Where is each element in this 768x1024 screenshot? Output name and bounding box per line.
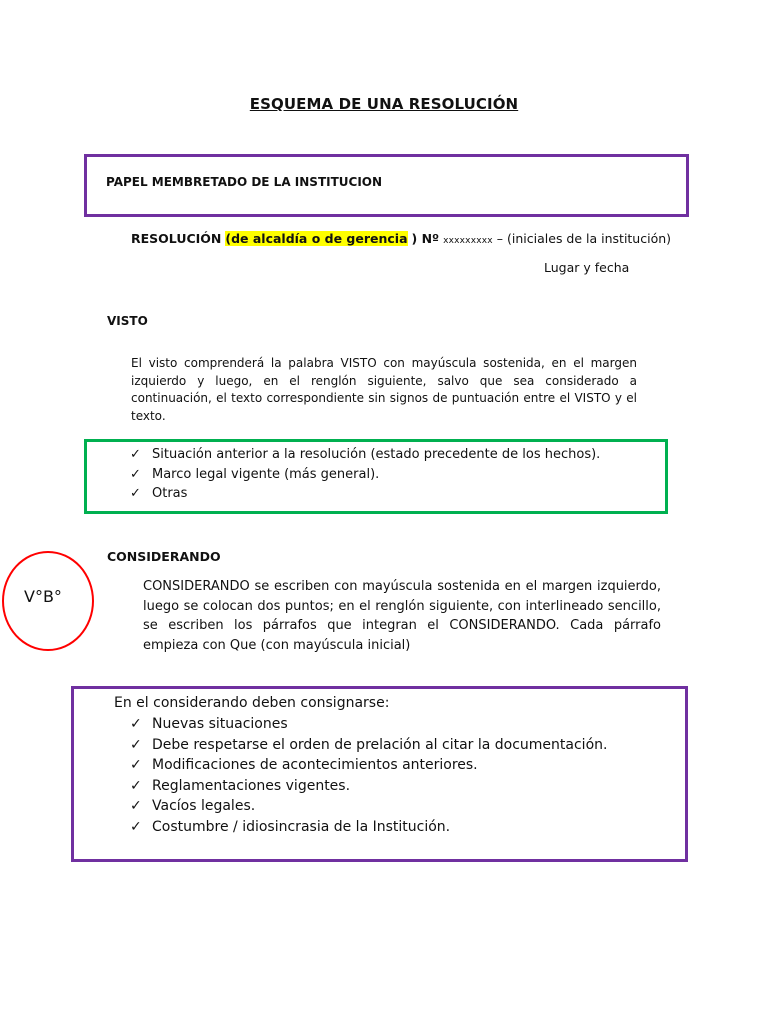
letterhead-label: PAPEL MEMBRETADO DE LA INSTITUCION: [106, 175, 383, 189]
list-item: ✓ Vacíos legales.: [130, 796, 607, 817]
resolution-label: RESOLUCIÓN: [131, 231, 222, 246]
checkmark-icon: ✓: [130, 736, 142, 753]
checkmark-icon: ✓: [130, 818, 142, 835]
checkmark-icon: ✓: [130, 777, 142, 794]
place-and-date: Lugar y fecha: [544, 260, 630, 275]
checkmark-icon: ✓: [130, 798, 142, 814]
list-item: ✓ Reglamentaciones vigentes.: [130, 776, 607, 797]
document-title: ESQUEMA DE UNA RESOLUCIÓN: [249, 95, 519, 113]
visto-heading: VISTO: [107, 314, 148, 328]
resolution-type-highlight: (de alcaldía o de gerencia: [225, 231, 408, 246]
considerando-items-list: [130, 714, 607, 837]
list-item: ✓ Nuevas situaciones: [130, 714, 607, 735]
list-item: ✓ Situación anterior a la resolución (estado precedente de los hechos).: [130, 445, 600, 465]
list-item: ✓ Costumbre / idiosincrasia de la Institución.: [130, 817, 607, 838]
considerando-paragraph: CONSIDERANDO se escriben con mayúscula sostenida en el margen izquierdo, luego se colocan dos puntos; en el renglón siguiente, con interlineado sencillo, se escriben los párrafos que integran el CONSIDERANDO. Cada párrafo empieza con Que (con mayúscula inicial): [143, 579, 661, 653]
checkmark-icon: ✓: [130, 757, 142, 773]
resolution-suffix: – (iniciales de la institución): [492, 231, 672, 246]
resolution-number-label: ) Nº: [411, 231, 440, 246]
checkmark-icon: ✓: [130, 466, 141, 482]
visto-paragraph: El visto comprenderá la palabra VISTO con mayúscula sostenida, en el margen izquierdo y luego, en el renglón siguiente, salvo que sea considerado a continuación, el texto correspondiente sin signos de puntuación entre el VISTO y el texto.: [131, 356, 637, 423]
considerando-intro: En el considerando deben consignarse:: [114, 695, 390, 711]
checkmark-icon: ✓: [130, 447, 141, 462]
visto-items-list: [130, 445, 600, 504]
considerando-heading: CONSIDERANDO: [107, 549, 221, 564]
checkmark-icon: ✓: [130, 716, 142, 732]
resolution-number: xxxxxxxxx: [443, 236, 493, 246]
resolution-line: [131, 231, 671, 246]
list-item: ✓ Otras: [130, 484, 600, 504]
list-item: ✓ Modificaciones de acontecimientos anteriores.: [130, 755, 607, 776]
list-item: ✓ Marco legal vigente (más general).: [130, 465, 600, 485]
checkmark-icon: ✓: [130, 486, 141, 501]
approval-stamp-text: V°B°: [24, 587, 62, 606]
list-item: ✓ Debe respetarse el orden de prelación al citar la documentación.: [130, 735, 607, 756]
